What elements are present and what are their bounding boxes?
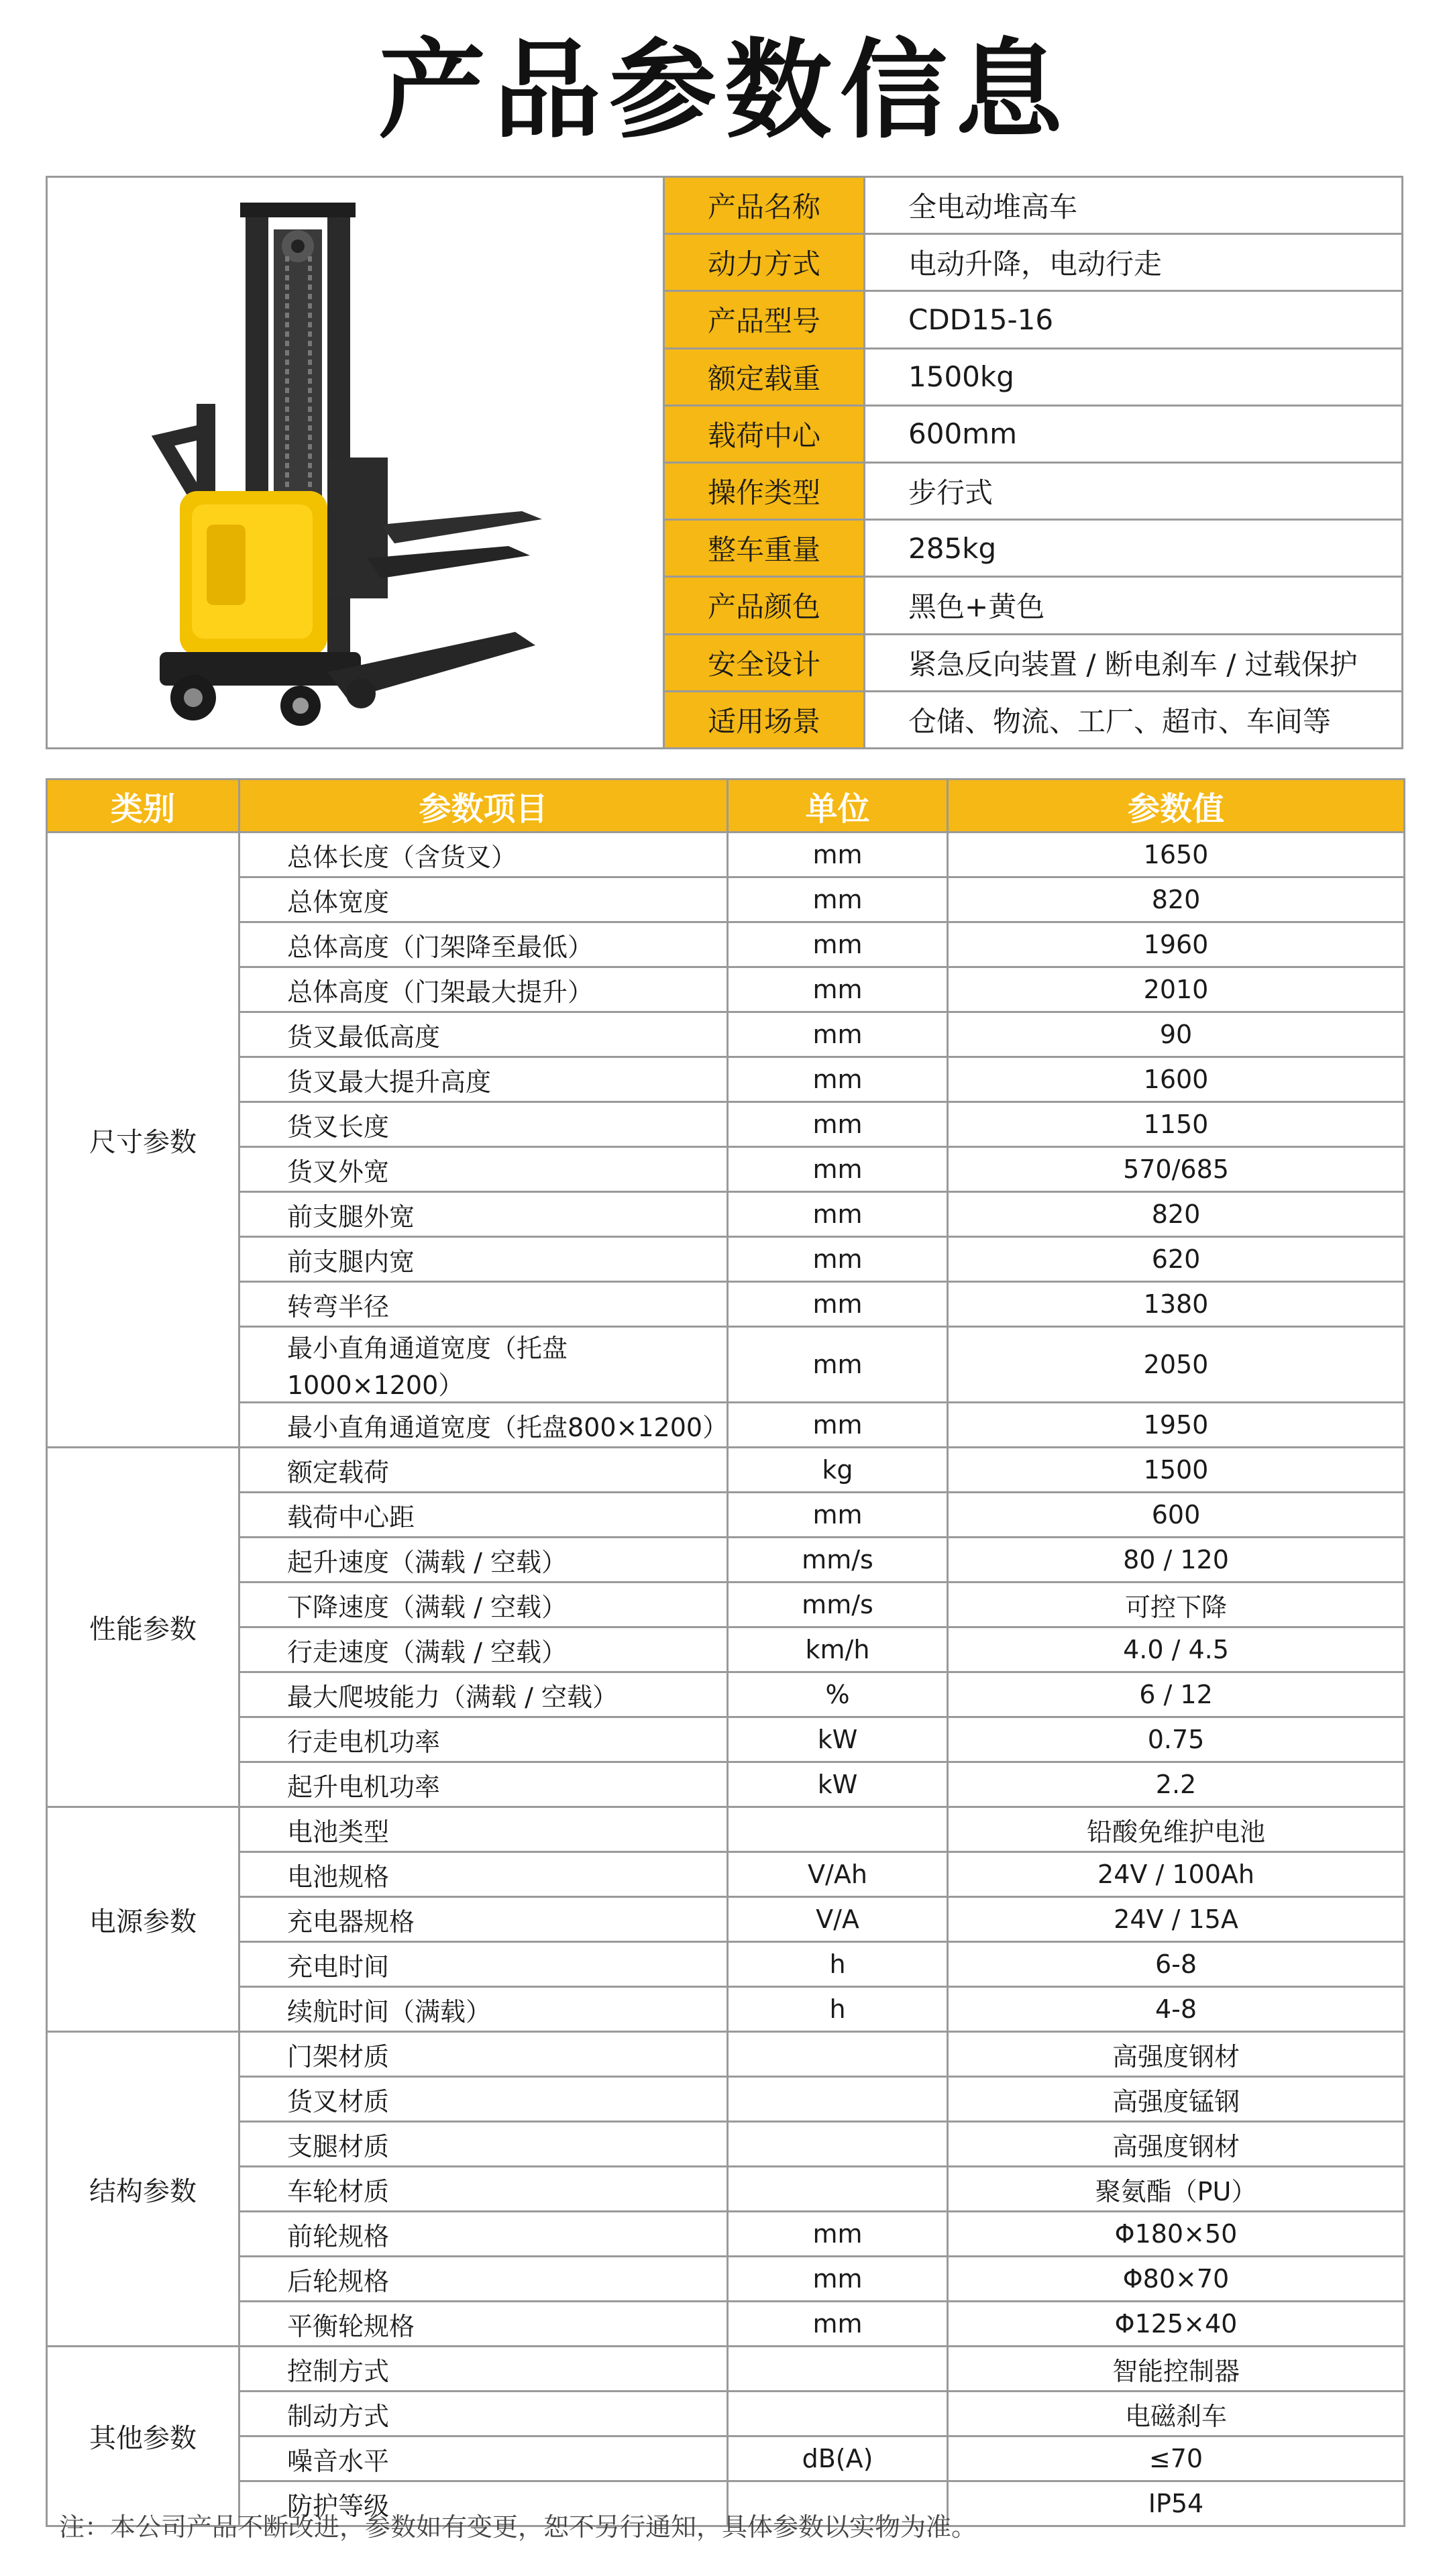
spec-value: 1500kg xyxy=(865,348,1403,405)
param-item: 前支腿内宽 xyxy=(239,1237,728,1282)
param-value: IP54 xyxy=(948,2481,1405,2526)
param-unit: kW xyxy=(728,1717,948,1762)
param-value: 24V / 100Ah xyxy=(948,1852,1405,1897)
param-unit: mm xyxy=(728,1012,948,1057)
param-unit: V/Ah xyxy=(728,1852,948,1897)
table-row xyxy=(47,2167,1405,2212)
param-unit: mm xyxy=(728,1327,948,1403)
table-row xyxy=(47,2436,1405,2481)
table-row xyxy=(47,2212,1405,2257)
spec-key: 载荷中心 xyxy=(664,405,865,462)
table-row xyxy=(47,1717,1405,1762)
param-item: 续航时间（满载） xyxy=(239,1987,728,2032)
param-unit: mm xyxy=(728,1192,948,1237)
spec-row xyxy=(664,691,1403,748)
param-value: 1500 xyxy=(948,1448,1405,1493)
table-row xyxy=(47,1403,1405,1448)
param-value: 1600 xyxy=(948,1057,1405,1102)
param-value: 1960 xyxy=(948,922,1405,967)
table-row xyxy=(47,922,1405,967)
param-item: 充电器规格 xyxy=(239,1897,728,1942)
param-value: 可控下降 xyxy=(948,1582,1405,1627)
param-unit xyxy=(728,2167,948,2212)
param-unit: km/h xyxy=(728,1627,948,1672)
spec-key: 产品名称 xyxy=(664,177,865,234)
param-item: 防护等级 xyxy=(239,2481,728,2526)
param-item: 货叉外宽 xyxy=(239,1147,728,1192)
param-item: 总体高度（门架最大提升） xyxy=(239,967,728,1012)
table-row xyxy=(47,1582,1405,1627)
param-item: 总体长度（含货叉） xyxy=(239,833,728,877)
param-item: 转弯半径 xyxy=(239,1282,728,1327)
param-unit: mm xyxy=(728,1282,948,1327)
spec-value: 285kg xyxy=(865,520,1403,577)
spec-row xyxy=(664,520,1403,577)
spec-row xyxy=(664,634,1403,691)
table-row xyxy=(47,2257,1405,2302)
table-row xyxy=(47,833,1405,877)
header-value: 参数值 xyxy=(948,780,1405,833)
param-item: 最小直角通道宽度（托盘1000×1200） xyxy=(239,1327,728,1403)
param-item: 前轮规格 xyxy=(239,2212,728,2257)
param-value: 600 xyxy=(948,1493,1405,1538)
spec-row xyxy=(664,291,1403,348)
param-item: 后轮规格 xyxy=(239,2257,728,2302)
header-unit: 单位 xyxy=(728,780,948,833)
param-unit: kg xyxy=(728,1448,948,1493)
category-cell: 性能参数 xyxy=(47,1448,239,1807)
table-row xyxy=(47,1762,1405,1807)
param-unit: mm/s xyxy=(728,1538,948,1582)
table-row xyxy=(47,967,1405,1012)
param-unit xyxy=(728,1807,948,1852)
footnote: 注：本公司产品不断改进，参数如有变更，恕不另行通知，具体参数以实物为准。 xyxy=(59,2512,977,2542)
product-photo xyxy=(46,176,663,749)
param-value: 6-8 xyxy=(948,1942,1405,1987)
param-unit: mm xyxy=(728,1493,948,1538)
param-unit: mm xyxy=(728,2302,948,2347)
param-unit: kW xyxy=(728,1762,948,1807)
param-value: 90 xyxy=(948,1012,1405,1057)
param-item: 货叉最大提升高度 xyxy=(239,1057,728,1102)
param-value: 0.75 xyxy=(948,1717,1405,1762)
table-row xyxy=(47,1627,1405,1672)
basic-spec-table xyxy=(663,176,1403,749)
param-item: 噪音水平 xyxy=(239,2436,728,2481)
param-unit: mm xyxy=(728,922,948,967)
spec-row xyxy=(664,348,1403,405)
param-value: 820 xyxy=(948,877,1405,922)
param-item: 总体宽度 xyxy=(239,877,728,922)
header-category: 类别 xyxy=(47,780,239,833)
table-row xyxy=(47,2302,1405,2347)
param-unit: h xyxy=(728,1942,948,1987)
param-unit: % xyxy=(728,1672,948,1717)
spec-value: CDD15-16 xyxy=(865,291,1403,348)
spec-value: 黑色+黄色 xyxy=(865,577,1403,634)
param-item: 最大爬坡能力（满载 / 空载） xyxy=(239,1672,728,1717)
param-value: 80 / 120 xyxy=(948,1538,1405,1582)
table-row xyxy=(47,1102,1405,1147)
param-value: Φ125×40 xyxy=(948,2302,1405,2347)
table-row xyxy=(47,1282,1405,1327)
spec-key: 产品颜色 xyxy=(664,577,865,634)
table-row xyxy=(47,2032,1405,2077)
param-item: 门架材质 xyxy=(239,2032,728,2077)
param-value: 2.2 xyxy=(948,1762,1405,1807)
param-unit: mm xyxy=(728,1147,948,1192)
header-item: 参数项目 xyxy=(239,780,728,833)
table-row xyxy=(47,1538,1405,1582)
stacker-illustration xyxy=(46,176,663,749)
spec-value: 全电动堆高车 xyxy=(865,177,1403,234)
param-item: 起升速度（满载 / 空载） xyxy=(239,1538,728,1582)
param-item: 制动方式 xyxy=(239,2392,728,2436)
spec-value: 紧急反向装置 / 断电刹车 / 过载保护 xyxy=(865,634,1403,691)
param-value: 1150 xyxy=(948,1102,1405,1147)
param-value: 6 / 12 xyxy=(948,1672,1405,1717)
param-item: 平衡轮规格 xyxy=(239,2302,728,2347)
param-item: 充电时间 xyxy=(239,1942,728,1987)
spec-value: 步行式 xyxy=(865,462,1403,519)
param-item: 下降速度（满载 / 空载） xyxy=(239,1582,728,1627)
spec-key: 产品型号 xyxy=(664,291,865,348)
param-unit xyxy=(728,2077,948,2122)
param-item: 行走电机功率 xyxy=(239,1717,728,1762)
spec-key: 适用场景 xyxy=(664,691,865,748)
param-value: 620 xyxy=(948,1237,1405,1282)
param-value: 电磁刹车 xyxy=(948,2392,1405,2436)
spec-key: 动力方式 xyxy=(664,234,865,291)
table-row xyxy=(47,2347,1405,2392)
param-value: 570/685 xyxy=(948,1147,1405,1192)
spec-row xyxy=(664,405,1403,462)
param-value: ≤70 xyxy=(948,2436,1405,2481)
param-value: 高强度钢材 xyxy=(948,2032,1405,2077)
param-item: 额定载荷 xyxy=(239,1448,728,1493)
table-row xyxy=(47,1897,1405,1942)
table-row xyxy=(47,1448,1405,1493)
param-value: 高强度锰钢 xyxy=(948,2077,1405,2122)
param-value: 4-8 xyxy=(948,1987,1405,2032)
table-row xyxy=(47,1942,1405,1987)
param-item: 电池规格 xyxy=(239,1852,728,1897)
param-unit: mm xyxy=(728,1102,948,1147)
table-row xyxy=(47,1672,1405,1717)
param-item: 起升电机功率 xyxy=(239,1762,728,1807)
param-item: 总体高度（门架降至最低） xyxy=(239,922,728,967)
param-value: 智能控制器 xyxy=(948,2347,1405,2392)
category-cell: 尺寸参数 xyxy=(47,833,239,1448)
spec-value: 600mm xyxy=(865,405,1403,462)
table-row xyxy=(47,2077,1405,2122)
param-unit: mm/s xyxy=(728,1582,948,1627)
param-item: 货叉材质 xyxy=(239,2077,728,2122)
spec-key: 整车重量 xyxy=(664,520,865,577)
table-row xyxy=(47,1852,1405,1897)
category-cell: 电源参数 xyxy=(47,1807,239,2032)
param-unit: mm xyxy=(728,967,948,1012)
parameter-table xyxy=(46,778,1405,2527)
param-value: 高强度钢材 xyxy=(948,2122,1405,2167)
table-row xyxy=(47,1192,1405,1237)
param-item: 支腿材质 xyxy=(239,2122,728,2167)
spec-key: 额定载重 xyxy=(664,348,865,405)
table-row xyxy=(47,1237,1405,1282)
parameter-header-row xyxy=(47,780,1405,833)
param-unit: mm xyxy=(728,2212,948,2257)
param-item: 最小直角通道宽度（托盘800×1200） xyxy=(239,1403,728,1448)
param-value: Φ80×70 xyxy=(948,2257,1405,2302)
param-value: 1380 xyxy=(948,1282,1405,1327)
param-value: 1650 xyxy=(948,833,1405,877)
param-unit: mm xyxy=(728,1403,948,1448)
param-value: Φ180×50 xyxy=(948,2212,1405,2257)
param-item: 货叉最低高度 xyxy=(239,1012,728,1057)
table-row xyxy=(47,1327,1405,1403)
table-row xyxy=(47,1493,1405,1538)
category-cell: 其他参数 xyxy=(47,2347,239,2526)
param-unit: mm xyxy=(728,877,948,922)
param-item: 行走速度（满载 / 空载） xyxy=(239,1627,728,1672)
table-row xyxy=(47,1147,1405,1192)
table-row xyxy=(47,1057,1405,1102)
param-item: 车轮材质 xyxy=(239,2167,728,2212)
param-value: 2050 xyxy=(948,1327,1405,1403)
spec-row xyxy=(664,234,1403,291)
spec-value: 电动升降，电动行走 xyxy=(865,234,1403,291)
page-title: 产品参数信息 xyxy=(378,28,1071,153)
param-unit: dB(A) xyxy=(728,2436,948,2481)
spec-key: 安全设计 xyxy=(664,634,865,691)
table-row xyxy=(47,877,1405,922)
table-row xyxy=(47,2122,1405,2167)
table-row xyxy=(47,1012,1405,1057)
param-unit xyxy=(728,2347,948,2392)
param-item: 货叉长度 xyxy=(239,1102,728,1147)
param-value: 820 xyxy=(948,1192,1405,1237)
param-unit: mm xyxy=(728,2257,948,2302)
param-item: 电池类型 xyxy=(239,1807,728,1852)
param-unit xyxy=(728,2032,948,2077)
spec-row xyxy=(664,462,1403,519)
param-value: 聚氨酯（PU） xyxy=(948,2167,1405,2212)
param-item: 控制方式 xyxy=(239,2347,728,2392)
param-item: 载荷中心距 xyxy=(239,1493,728,1538)
spec-value: 仓储、物流、工厂、超市、车间等 xyxy=(865,691,1403,748)
param-unit xyxy=(728,2392,948,2436)
param-value: 4.0 / 4.5 xyxy=(948,1627,1405,1672)
param-unit xyxy=(728,2122,948,2167)
spec-row xyxy=(664,577,1403,634)
param-unit: mm xyxy=(728,833,948,877)
param-item: 前支腿外宽 xyxy=(239,1192,728,1237)
spec-row xyxy=(664,177,1403,234)
table-row xyxy=(47,1807,1405,1852)
param-value: 2010 xyxy=(948,967,1405,1012)
param-unit: V/A xyxy=(728,1897,948,1942)
param-unit: h xyxy=(728,1987,948,2032)
param-unit: mm xyxy=(728,1057,948,1102)
table-row xyxy=(47,2392,1405,2436)
table-row xyxy=(47,1987,1405,2032)
spec-key: 操作类型 xyxy=(664,462,865,519)
category-cell: 结构参数 xyxy=(47,2032,239,2347)
param-value: 24V / 15A xyxy=(948,1897,1405,1942)
param-value: 铅酸免维护电池 xyxy=(948,1807,1405,1852)
param-unit: mm xyxy=(728,1237,948,1282)
param-value: 1950 xyxy=(948,1403,1405,1448)
